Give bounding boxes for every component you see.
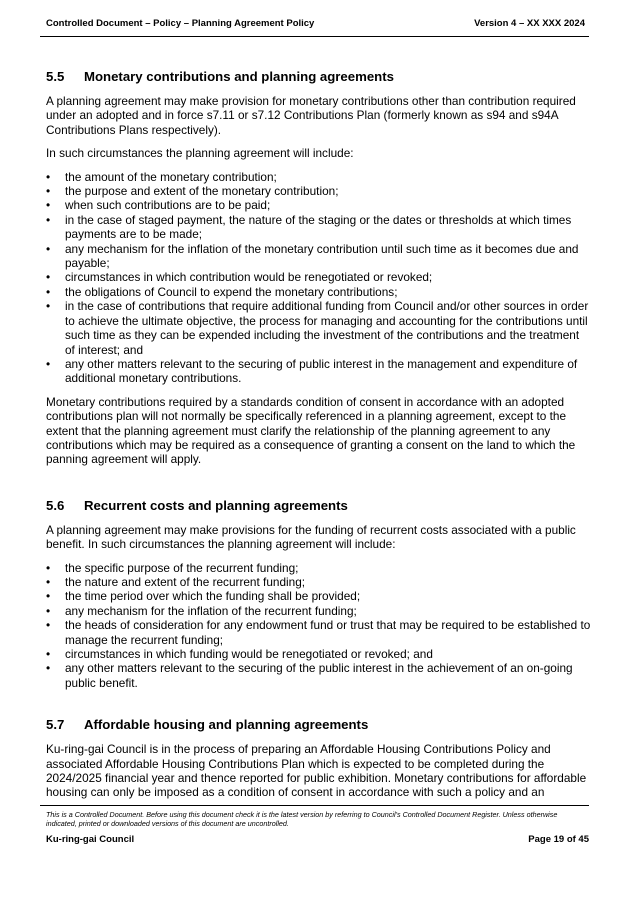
header-version: Version 4 – XX XXX 2024: [474, 18, 585, 29]
list-item: • in the case of contributions that require additional funding from Council and/or other sources in order to achieve the ultimate objective, the process for managing and accounting for the contributions until such time as they can be expended including the investment of the contributions and the treatment of interest; and: [46, 299, 591, 357]
section-5-6: [46, 497, 591, 690]
footer-divider: [40, 805, 589, 806]
section-closing: Monetary contributions required by a standards condition of consent in accordance with an adopted contributions plan will not normally be specifically referenced in a planning agreement, except to the extent that the planning agreement must clarify the relationship of the planning agreement to any contributions which may be required as a consequence of granting a consent on the land to which the panning agreement will apply.: [46, 394, 576, 467]
list-item: • the obligations of Council to expend the monetary contributions;: [46, 285, 591, 299]
section-heading: [46, 716, 591, 734]
section-number: 5.7: [46, 717, 65, 733]
section-heading: [46, 497, 591, 515]
list-item: • any other matters relevant to the securing of the public interest in the achievement of an on-going public benefit.: [46, 661, 591, 690]
list-item: • the nature and extent of the recurrent funding;: [46, 575, 591, 589]
section-5-5: [46, 68, 591, 467]
list-item: • circumstances in which contribution would be renegotiated or revoked;: [46, 270, 591, 284]
section-title: Recurrent costs and planning agreements: [84, 497, 348, 513]
footer-organisation: Ku-ring-gai Council: [46, 834, 135, 845]
section-heading: [46, 68, 591, 86]
section-intro: Ku-ring-gai Council is in the process of preparing an Affordable Housing Contributions Policy and associated Affordable Housing Contributions Plan which is expected to be completed during the 2024/2025 financial year and thence reported for public exhibition. Monetary contributions for affordable housing can only be imposed as a condition of consent in accordance with such a policy and an: [46, 742, 587, 800]
section-number: 5.6: [46, 497, 65, 513]
list-item: • when such contributions are to be paid;: [46, 198, 591, 212]
list-item: • in the case of staged payment, the nature of the staging or the dates or thresholds at which times payments are to be made;: [46, 213, 591, 242]
section-5-7: [46, 716, 591, 800]
section-title: Affordable housing and planning agreements: [84, 717, 369, 733]
footer-disclaimer: This is a Controlled Document. Before using this document check it is the latest version by referring to Council’s Controlled Document Register. Unless otherwise indicated, printed or downloaded versions of this document are uncontrolled.: [46, 810, 558, 829]
page-number: Page 19 of 45: [528, 834, 589, 845]
list-item: • any mechanism for the inflation of the monetary contribution until such time as it becomes due and payable;: [46, 242, 591, 271]
list-item: • the specific purpose of the recurrent funding;: [46, 561, 591, 575]
bullet-list: [46, 561, 591, 691]
section-number: 5.5: [46, 69, 65, 84]
section-intro: A planning agreement may make provisions for the funding of recurrent costs associated with a public benefit. In such circumstances the planning agreement will include:: [46, 522, 576, 552]
section-lead: In such circumstances the planning agreement will include:: [46, 146, 354, 161]
list-item: • the heads of consideration for any endowment fund or trust that may be required to be established to manage the recurrent funding;: [46, 618, 591, 647]
bullet-list: [46, 170, 591, 386]
list-item: • any mechanism for the inflation of the recurrent funding;: [46, 604, 591, 618]
header-document-title: Controlled Document – Policy – Planning Agreement Policy: [46, 18, 315, 29]
section-title: Monetary contributions and planning agreements: [84, 69, 394, 84]
list-item: • the amount of the monetary contribution;: [46, 170, 591, 184]
document-body: [46, 68, 591, 800]
list-item: • the purpose and extent of the monetary contribution;: [46, 184, 591, 198]
page-header: [40, 14, 589, 37]
list-item: • any other matters relevant to the securing of public interest in the management and expenditure of additional monetary contributions.: [46, 357, 591, 386]
list-item: • circumstances in which funding would be renegotiated or revoked; and: [46, 647, 591, 661]
list-item: • the time period over which the funding shall be provided;: [46, 589, 591, 603]
section-intro: A planning agreement may make provision for monetary contributions other than contribution required under an adopted and in force s7.11 or s7.12 Contributions Plan (formerly known as s94 and s94A Contributions Plans respectively).: [46, 94, 576, 137]
